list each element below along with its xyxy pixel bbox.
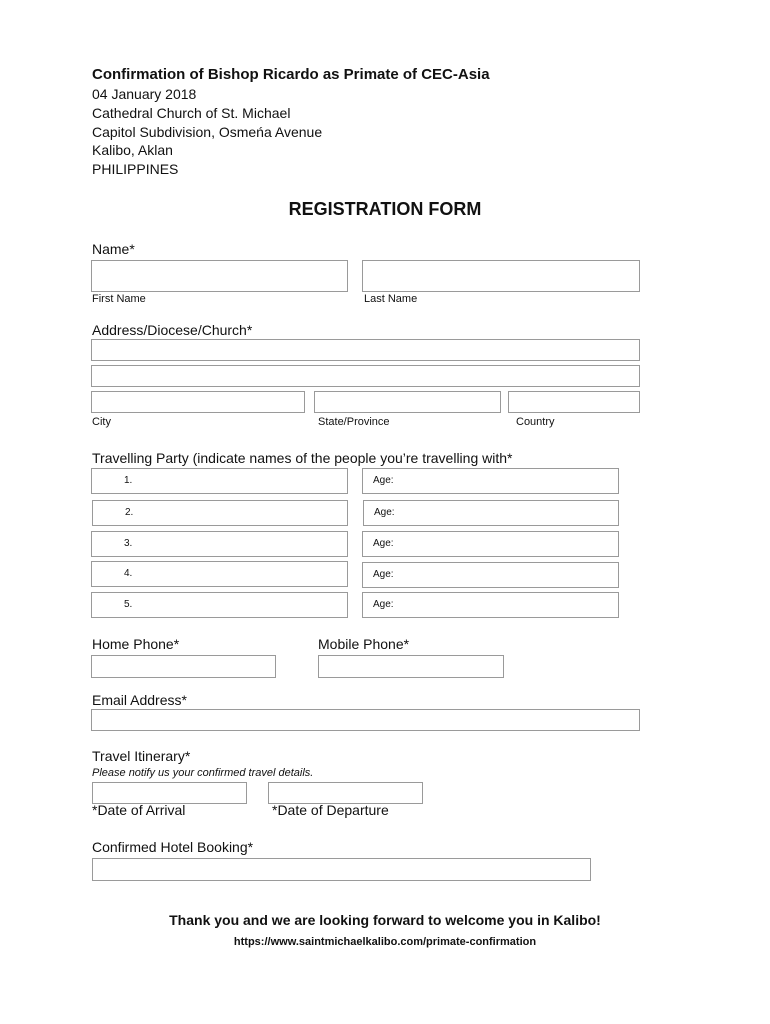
companion-number: 3. bbox=[124, 538, 133, 549]
event-title: Confirmation of Bishop Ricardo as Primate of CEC-Asia bbox=[92, 66, 490, 83]
companion-name-field[interactable] bbox=[92, 500, 348, 526]
home-phone-field[interactable] bbox=[91, 655, 276, 678]
event-url[interactable]: https://www.saintmichaelkalibo.com/primate-confirmation bbox=[233, 936, 537, 948]
companion-age-field[interactable] bbox=[362, 562, 619, 588]
first-name-field[interactable] bbox=[91, 260, 348, 292]
mobile-phone-label: Mobile Phone* bbox=[318, 636, 410, 652]
companion-number: 1. bbox=[124, 475, 133, 486]
age-label: Age: bbox=[373, 569, 394, 580]
itinerary-label: Travel Itinerary* bbox=[92, 748, 191, 764]
email-label: Email Address* bbox=[92, 692, 187, 708]
arrival-date-label: *Date of Arrival bbox=[92, 802, 186, 818]
country-caption: Country bbox=[516, 416, 555, 428]
state-field[interactable] bbox=[314, 391, 501, 413]
mobile-phone-field[interactable] bbox=[318, 655, 504, 678]
travelling-party-label: Travelling Party (indicate names of the people you’re travelling with* bbox=[92, 450, 513, 466]
venue-country: PHILIPPINES bbox=[92, 161, 179, 177]
companion-age-field[interactable] bbox=[362, 531, 619, 557]
last-name-field[interactable] bbox=[362, 260, 640, 292]
address-line-1-field[interactable] bbox=[91, 339, 640, 361]
address-label: Address/Diocese/Church* bbox=[92, 322, 253, 338]
companion-age-field[interactable] bbox=[362, 592, 619, 618]
companion-name-field[interactable] bbox=[91, 531, 348, 557]
age-label: Age: bbox=[373, 599, 394, 610]
state-caption: State/Province bbox=[318, 416, 390, 428]
departure-date-label: *Date of Departure bbox=[272, 802, 389, 818]
companion-name-field[interactable] bbox=[91, 468, 348, 494]
arrival-date-field[interactable] bbox=[92, 782, 247, 804]
venue-city: Kalibo, Aklan bbox=[92, 142, 173, 158]
first-name-caption: First Name bbox=[92, 293, 146, 305]
address-line-2-field[interactable] bbox=[91, 365, 640, 387]
companion-number: 2. bbox=[125, 507, 134, 518]
departure-date-field[interactable] bbox=[268, 782, 423, 804]
companion-number: 5. bbox=[124, 599, 133, 610]
home-phone-label: Home Phone* bbox=[92, 636, 180, 652]
city-caption: City bbox=[92, 416, 111, 428]
hotel-label: Confirmed Hotel Booking* bbox=[92, 839, 254, 855]
companion-number: 4. bbox=[124, 568, 133, 579]
age-label: Age: bbox=[373, 475, 394, 486]
companion-age-field[interactable] bbox=[363, 500, 619, 526]
last-name-caption: Last Name bbox=[364, 293, 418, 305]
event-date: 04 January 2018 bbox=[92, 86, 197, 102]
venue-street: Capitol Subdivision, Osmeńa Avenue bbox=[92, 124, 323, 140]
age-label: Age: bbox=[374, 507, 395, 518]
thank-you-message: Thank you and we are looking forward to welcome you in Kalibo! bbox=[169, 912, 601, 928]
itinerary-note: Please notify us your confirmed travel details. bbox=[92, 767, 314, 779]
country-field[interactable] bbox=[508, 391, 640, 413]
companion-name-field[interactable] bbox=[91, 561, 348, 587]
email-field[interactable] bbox=[91, 709, 640, 731]
venue-name: Cathedral Church of St. Michael bbox=[92, 105, 291, 121]
name-label: Name* bbox=[92, 241, 135, 257]
companion-name-field[interactable] bbox=[91, 592, 348, 618]
companion-age-field[interactable] bbox=[362, 468, 619, 494]
form-title: REGISTRATION FORM bbox=[288, 199, 482, 219]
age-label: Age: bbox=[373, 538, 394, 549]
city-field[interactable] bbox=[91, 391, 305, 413]
hotel-booking-field[interactable] bbox=[92, 858, 591, 881]
